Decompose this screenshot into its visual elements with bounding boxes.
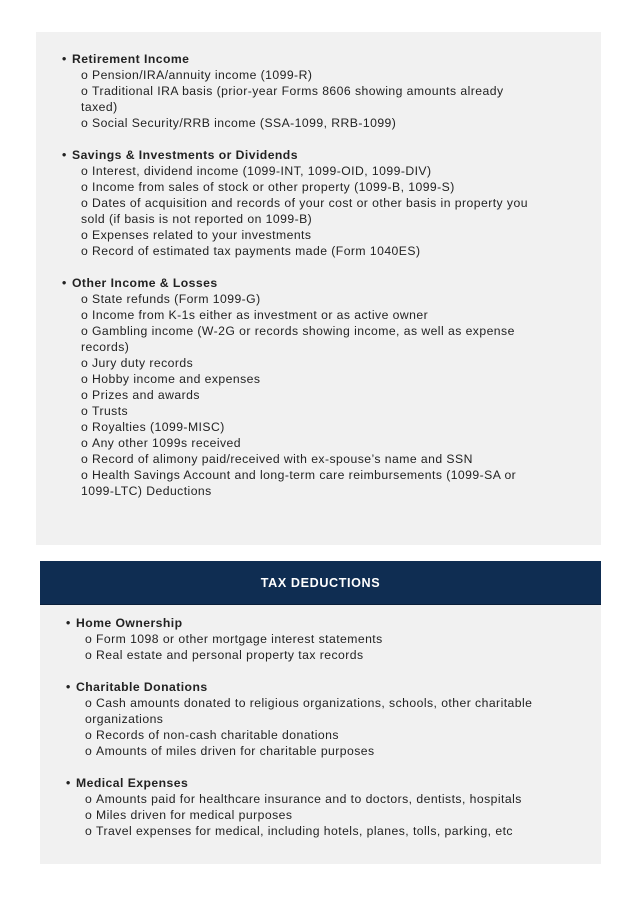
bullet-icon: • bbox=[62, 52, 67, 66]
list-item-text: Prizes and awards bbox=[92, 388, 200, 402]
list-item bbox=[66, 727, 576, 743]
list-item bbox=[62, 83, 572, 115]
list-item bbox=[62, 163, 572, 179]
deductions-list bbox=[66, 615, 576, 855]
sub-bullet-icon: o bbox=[81, 180, 89, 194]
sub-bullet-icon: o bbox=[81, 452, 89, 466]
list-item bbox=[66, 823, 576, 839]
list-item bbox=[66, 807, 576, 823]
list-item bbox=[66, 743, 576, 759]
bullet-icon: • bbox=[62, 276, 67, 290]
list-item-text: Real estate and personal property tax records bbox=[96, 648, 364, 662]
list-item-text: Gambling income (W-2G or records showing income, as well as expense bbox=[92, 324, 515, 338]
sub-bullet-icon: o bbox=[81, 404, 89, 418]
section-title: Charitable Donations bbox=[76, 680, 208, 694]
list-item-text: Social Security/RRB income (SSA-1099, RRB-1099) bbox=[92, 116, 397, 130]
list-item bbox=[62, 355, 572, 371]
list-section bbox=[66, 775, 576, 839]
list-item-text: Royalties (1099-MISC) bbox=[92, 420, 225, 434]
list-item-text: Amounts paid for healthcare insurance and to doctors, dentists, hospitals bbox=[96, 792, 522, 806]
list-section bbox=[62, 51, 572, 131]
tax-deductions-banner bbox=[40, 561, 601, 605]
list-item-text: Record of alimony paid/received with ex-spouse’s name and SSN bbox=[92, 452, 473, 466]
list-item-text: Income from sales of stock or other property (1099-B, 1099-S) bbox=[92, 180, 455, 194]
bullet-icon: • bbox=[66, 680, 71, 694]
list-item bbox=[62, 243, 572, 259]
list-item bbox=[62, 467, 572, 499]
list-item-text: Hobby income and expenses bbox=[92, 372, 261, 386]
list-item-text: Trusts bbox=[92, 404, 129, 418]
list-item bbox=[62, 227, 572, 243]
list-item-text: State refunds (Form 1099-G) bbox=[92, 292, 261, 306]
list-item bbox=[62, 387, 572, 403]
list-item-text: Any other 1099s received bbox=[92, 436, 242, 450]
list-item bbox=[62, 435, 572, 451]
section-heading bbox=[66, 679, 576, 695]
list-item-text: Jury duty records bbox=[92, 356, 194, 370]
list-item-text: Health Savings Account and long-term care reimbursements (1099-SA or bbox=[92, 468, 517, 482]
list-item-text: Records of non-cash charitable donations bbox=[96, 728, 339, 742]
list-item bbox=[62, 451, 572, 467]
sub-bullet-icon: o bbox=[85, 808, 93, 822]
list-item bbox=[66, 647, 576, 663]
bullet-icon: • bbox=[66, 616, 71, 630]
sub-bullet-icon: o bbox=[85, 696, 93, 710]
section-heading bbox=[62, 147, 572, 163]
list-section bbox=[62, 147, 572, 259]
sub-bullet-icon: o bbox=[81, 308, 89, 322]
list-item-text: Form 1098 or other mortgage interest statements bbox=[96, 632, 383, 646]
sub-bullet-icon: o bbox=[81, 388, 89, 402]
section-heading bbox=[66, 775, 576, 791]
sub-bullet-icon: o bbox=[81, 292, 89, 306]
list-item bbox=[66, 695, 576, 727]
section-title: Home Ownership bbox=[76, 616, 183, 630]
list-item bbox=[66, 791, 576, 807]
sub-bullet-icon: o bbox=[85, 824, 93, 838]
list-item bbox=[62, 307, 572, 323]
income-list bbox=[62, 51, 572, 515]
list-item bbox=[62, 419, 572, 435]
list-item-continuation: organizations bbox=[85, 712, 164, 726]
section-title: Other Income & Losses bbox=[72, 276, 218, 290]
list-item-text: Cash amounts donated to religious organizations, schools, other charitable bbox=[96, 696, 533, 710]
list-item bbox=[62, 371, 572, 387]
sub-bullet-icon: o bbox=[81, 324, 89, 338]
list-item-continuation: sold (if basis is not reported on 1099-B) bbox=[81, 212, 313, 226]
sub-bullet-icon: o bbox=[81, 228, 89, 242]
list-item bbox=[62, 323, 572, 355]
section-heading bbox=[62, 275, 572, 291]
sub-bullet-icon: o bbox=[81, 68, 89, 82]
list-item-continuation: taxed) bbox=[81, 100, 118, 114]
sub-bullet-icon: o bbox=[85, 632, 93, 646]
section-title: Savings & Investments or Dividends bbox=[72, 148, 298, 162]
list-item bbox=[62, 195, 572, 227]
sub-bullet-icon: o bbox=[81, 116, 89, 130]
list-section bbox=[66, 615, 576, 663]
sub-bullet-icon: o bbox=[81, 84, 89, 98]
sub-bullet-icon: o bbox=[81, 436, 89, 450]
list-item-text: Income from K-1s either as investment or as active owner bbox=[92, 308, 429, 322]
list-item-continuation: 1099-LTC) Deductions bbox=[81, 484, 212, 498]
list-item bbox=[62, 403, 572, 419]
section-heading bbox=[66, 615, 576, 631]
list-item bbox=[62, 179, 572, 195]
section-title: Retirement Income bbox=[72, 52, 190, 66]
list-item-text: Pension/IRA/annuity income (1099-R) bbox=[92, 68, 313, 82]
list-item-text: Dates of acquisition and records of your cost or other basis in property you bbox=[92, 196, 528, 210]
sub-bullet-icon: o bbox=[85, 728, 93, 742]
section-heading bbox=[62, 51, 572, 67]
sub-bullet-icon: o bbox=[85, 792, 93, 806]
list-item bbox=[62, 67, 572, 83]
list-item-text: Expenses related to your investments bbox=[92, 228, 312, 242]
bullet-icon: • bbox=[66, 776, 71, 790]
list-item-text: Traditional IRA basis (prior-year Forms 8606 showing amounts already bbox=[92, 84, 504, 98]
list-item bbox=[66, 631, 576, 647]
list-item-text: Record of estimated tax payments made (Form 1040ES) bbox=[92, 244, 421, 258]
sub-bullet-icon: o bbox=[81, 356, 89, 370]
list-item bbox=[62, 291, 572, 307]
list-item-text: Interest, dividend income (1099-INT, 1099-OID, 1099-DIV) bbox=[92, 164, 432, 178]
sub-bullet-icon: o bbox=[85, 744, 93, 758]
list-item bbox=[62, 115, 572, 131]
list-section bbox=[66, 679, 576, 759]
banner-title: TAX DEDUCTIONS bbox=[260, 575, 381, 590]
sub-bullet-icon: o bbox=[85, 648, 93, 662]
list-item-text: Amounts of miles driven for charitable purposes bbox=[96, 744, 375, 758]
section-title: Medical Expenses bbox=[76, 776, 189, 790]
list-item-text: Travel expenses for medical, including hotels, planes, tolls, parking, etc bbox=[96, 824, 513, 838]
list-item-continuation: records) bbox=[81, 340, 130, 354]
sub-bullet-icon: o bbox=[81, 196, 89, 210]
list-section bbox=[62, 275, 572, 499]
bullet-icon: • bbox=[62, 148, 67, 162]
sub-bullet-icon: o bbox=[81, 164, 89, 178]
list-item-text: Miles driven for medical purposes bbox=[96, 808, 293, 822]
sub-bullet-icon: o bbox=[81, 244, 89, 258]
sub-bullet-icon: o bbox=[81, 468, 89, 482]
sub-bullet-icon: o bbox=[81, 420, 89, 434]
sub-bullet-icon: o bbox=[81, 372, 89, 386]
